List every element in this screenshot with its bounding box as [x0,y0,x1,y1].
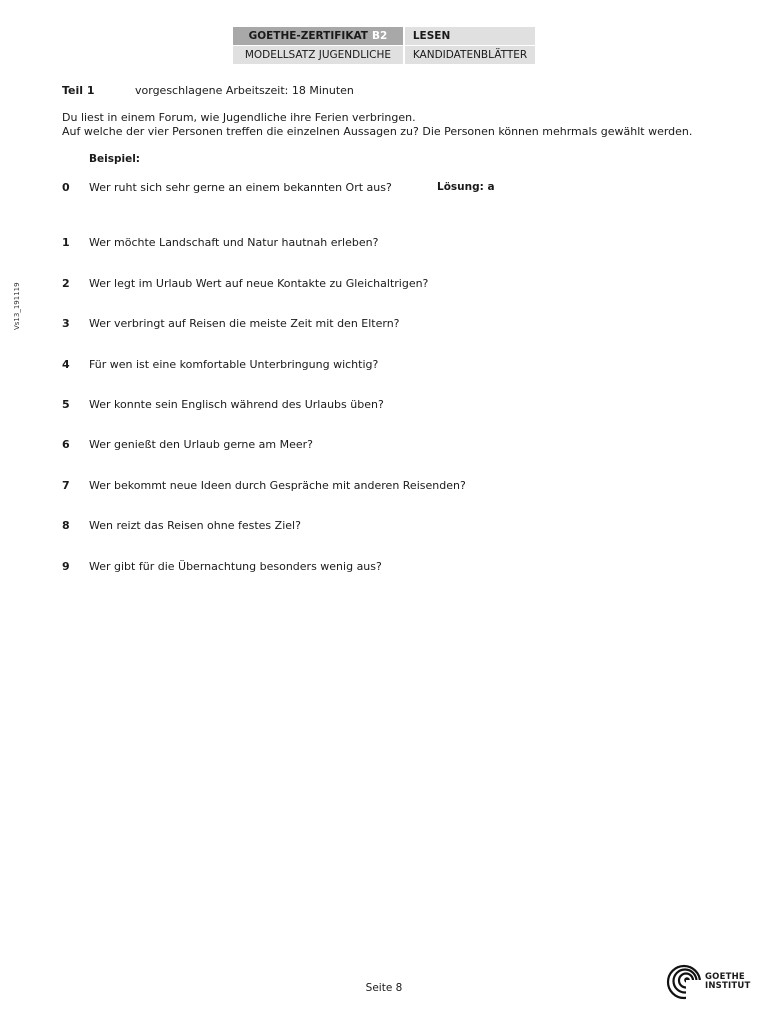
exam-title-cell [233,27,403,45]
item-number: 2 [62,277,70,290]
question-item [62,277,702,290]
version-code: Vs13_191119 [13,282,21,330]
item-number: 1 [62,236,70,249]
item-text: Wer möchte Landschaft und Natur hautnah erleben? [89,236,379,249]
instructions-line-2: Auf welche der vier Personen treffen die einzelnen Aussagen zu? Die Personen können mehrmals gewählt werden. [62,125,693,138]
suggested-time: vorgeschlagene Arbeitszeit: 18 Minuten [135,84,354,97]
item-text: Wer gibt für die Übernachtung besonders wenig aus? [89,560,382,573]
logo-line-1: GOETHE [705,972,745,982]
question-item [62,398,702,411]
item-number: 5 [62,398,70,411]
header-row-bottom [233,46,535,64]
question-item [62,519,702,532]
exam-header [233,27,535,64]
part-label: Teil 1 [62,84,95,97]
item-number: 0 [62,181,70,194]
item-text: Wer verbringt auf Reisen die meiste Zeit mit den Eltern? [89,317,400,330]
sheet-title: KANDIDATENBLÄTTER [405,46,535,64]
question-item [62,560,702,573]
item-number: 3 [62,317,70,330]
item-text: Wer legt im Urlaub Wert auf neue Kontakte zu Gleichaltrigen? [89,277,429,290]
item-number: 8 [62,519,70,532]
question-item [62,358,702,371]
example-label: Beispiel: [89,153,141,165]
question-item [62,317,702,330]
item-number: 6 [62,438,70,451]
exam-title: GOETHE-ZERTIFIKAT [248,30,368,42]
question-item [62,438,702,451]
item-text: Für wen ist eine komfortable Unterbringung wichtig? [89,358,379,371]
item-number: 4 [62,358,70,371]
exam-level: B2 [371,30,388,42]
instructions-line-1: Du liest in einem Forum, wie Jugendliche ihre Ferien verbringen. [62,111,416,124]
item-number: 9 [62,560,70,573]
instructions [62,111,692,139]
example-item [62,181,702,194]
goethe-institut-logo [666,964,750,1000]
logo-wordmark [705,973,750,991]
question-item [62,479,702,492]
model-title: MODELLSATZ JUGENDLICHE [233,46,403,64]
header-row-top [233,27,535,45]
item-text: Wer bekommt neue Ideen durch Gespräche mit anderen Reisenden? [89,479,466,492]
item-text: Wen reizt das Reisen ohne festes Ziel? [89,519,301,532]
question-item [62,236,702,249]
item-number: 7 [62,479,70,492]
section-title: LESEN [405,27,535,45]
example-solution: Lösung: a [437,181,495,193]
page-number: Seite 8 [365,982,403,994]
logo-line-2: INSTITUT [705,981,751,991]
goethe-spiral-logo-icon [666,964,702,1000]
item-text: Wer genießt den Urlaub gerne am Meer? [89,438,313,451]
item-text: Wer konnte sein Englisch während des Urlaubs üben? [89,398,384,411]
item-text: Wer ruht sich sehr gerne an einem bekannten Ort aus? [89,181,392,194]
